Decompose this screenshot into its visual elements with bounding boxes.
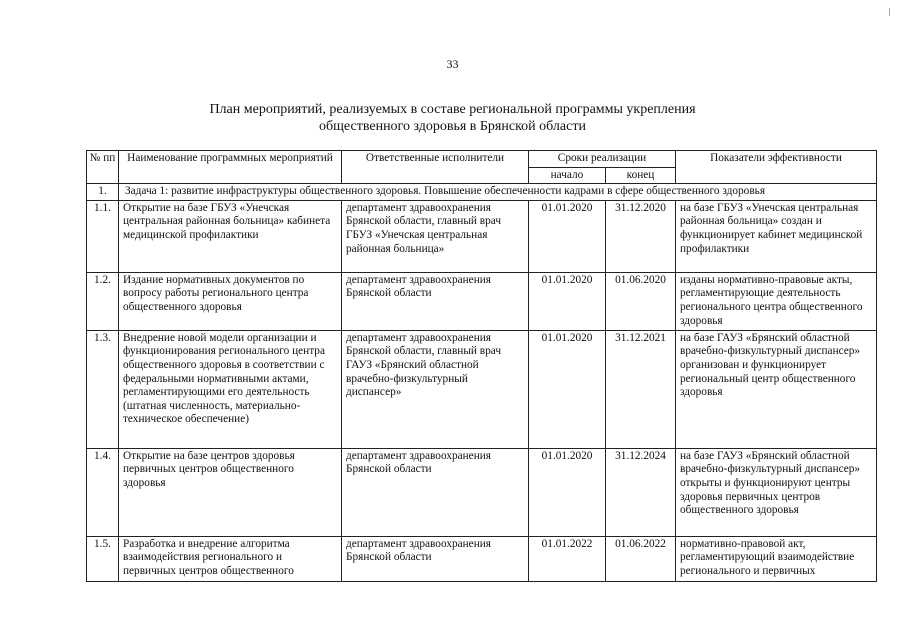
edge-mark: [889, 8, 890, 16]
row-responsible: департамент здравоохранения Брянской области: [342, 272, 529, 330]
row-end: 31.12.2024: [606, 448, 676, 536]
header-start: начало: [529, 167, 606, 184]
table-row: [87, 330, 877, 448]
page-number: 33: [446, 57, 459, 71]
title-line-1: План мероприятий, реализуемых в составе региональной программы укрепления: [209, 102, 696, 117]
table-row: [87, 448, 877, 536]
row-num: 1.3.: [87, 330, 119, 448]
table-row: [87, 200, 877, 272]
row-name: Издание нормативных документов по вопросу работы регионального центра общественного здоровья: [119, 272, 342, 330]
header-indicators: Показатели эффективности: [676, 151, 877, 184]
row-name: Разработка и внедрение алгоритма взаимодействия регионального и первичных центров общественного: [119, 536, 342, 581]
activities-table: [86, 150, 877, 582]
header-name: Наименование программных мероприятий: [119, 151, 342, 184]
row-num: 1.5.: [87, 536, 119, 581]
task-text: Задача 1: развитие инфраструктуры общественного здоровья. Повышение обеспеченности кадрами в сфере общественного здоровья: [119, 184, 877, 201]
row-start: 01.01.2020: [529, 330, 606, 448]
row-responsible: департамент здравоохранения Брянской области: [342, 536, 529, 581]
row-responsible: департамент здравоохранения Брянской области: [342, 448, 529, 536]
row-start: 01.01.2020: [529, 448, 606, 536]
header-terms: Сроки реализации: [529, 151, 676, 168]
row-indicator: на базе ГАУЗ «Брянский областной врачебно-физкультурный диспансер» открыты и функционируют центры здоровья первичных центров общественного здоровья: [676, 448, 877, 536]
title-line-2: общественного здоровья в Брянской области: [319, 119, 586, 134]
row-end: 31.12.2021: [606, 330, 676, 448]
header-responsible: Ответственные исполнители: [342, 151, 529, 184]
row-num: 1.1.: [87, 200, 119, 272]
row-start: 01.01.2020: [529, 200, 606, 272]
task-row: [87, 184, 877, 201]
row-end: 01.06.2022: [606, 536, 676, 581]
document-title: [0, 101, 905, 135]
table-header-row: [87, 151, 877, 168]
row-end: 31.12.2020: [606, 200, 676, 272]
row-indicator: на базе ГБУЗ «Унечская центральная районная больница» создан и функционирует кабинет медицинской профилактики: [676, 200, 877, 272]
row-indicator: изданы нормативно-правовые акты, регламентирующие деятельность регионального центра общественного здоровья: [676, 272, 877, 330]
row-start: 01.01.2022: [529, 536, 606, 581]
row-responsible: департамент здравоохранения Брянской области, главный врач ГАУЗ «Брянский областной врачебно-физкультурный диспансер»: [342, 330, 529, 448]
row-responsible: департамент здравоохранения Брянской области, главный врач ГБУЗ «Унечская центральная районная больница»: [342, 200, 529, 272]
row-end: 01.06.2020: [606, 272, 676, 330]
row-name: Открытие на базе центров здоровья первичных центров общественного здоровья: [119, 448, 342, 536]
header-end: конец: [606, 167, 676, 184]
task-num: 1.: [87, 184, 119, 201]
row-indicator: нормативно-правовой акт, регламентирующий взаимодействие регионального и первичных: [676, 536, 877, 581]
row-name: Открытие на базе ГБУЗ «Унечская центральная районная больница» кабинета медицинской профилактики: [119, 200, 342, 272]
table-row: [87, 536, 877, 581]
row-indicator: на базе ГАУЗ «Брянский областной врачебно-физкультурный диспансер» организован и функционирует региональный центр общественного здоровья: [676, 330, 877, 448]
table-row: [87, 272, 877, 330]
row-name: Внедрение новой модели организации и функционирования регионального центра общественного здоровья в соответствии с федеральными нормативными актами, регламентирующими его деятельность (штатная численность, материально- техническое обеспечение): [119, 330, 342, 448]
row-num: 1.2.: [87, 272, 119, 330]
row-num: 1.4.: [87, 448, 119, 536]
header-num: № пп: [87, 151, 119, 184]
row-start: 01.01.2020: [529, 272, 606, 330]
